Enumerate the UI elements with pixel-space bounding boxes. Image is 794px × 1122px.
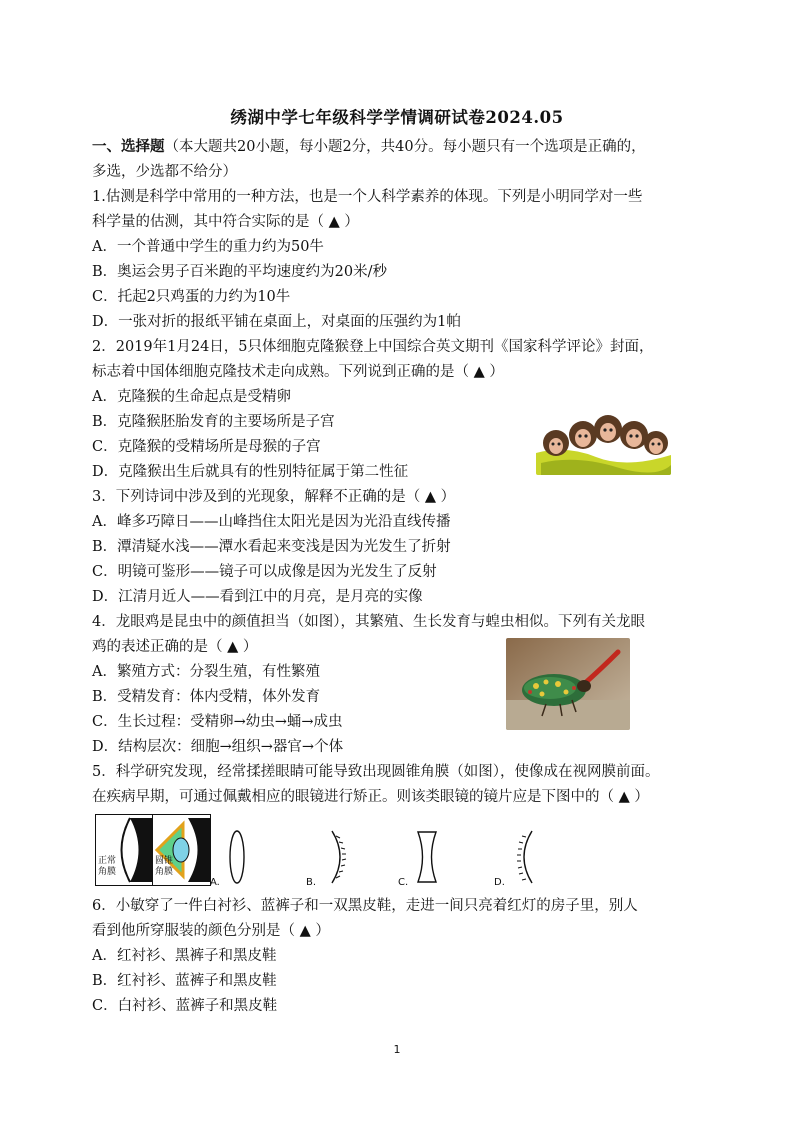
q2-stem-1: 2．2019年1月24日，5只体细胞克隆猴登上中国综合英文期刊《国家科学评论》封面， xyxy=(92,339,654,355)
concave-mirror-icon xyxy=(512,828,540,886)
q4-option-d: D．结构层次：细胞→组织→器官→个体 xyxy=(92,739,344,755)
q1-stem-2: 科学量的估测，其中符合实际的是（ ▲ ） xyxy=(92,214,359,230)
cloned-monkeys-image xyxy=(536,405,671,475)
q2-option-b: B．克隆猴胚胎发育的主要场所是子宫 xyxy=(92,414,335,430)
q4-option-c: C．生长过程：受精卵→幼虫→蛹→成虫 xyxy=(92,714,343,730)
section-instruction: （本大题共20小题，每小题2分，共40分。每小题只有一个选项是正确的， xyxy=(164,139,646,155)
q5-stem-1: 5．科学研究发现，经常揉搓眼睛可能导致出现圆锥角膜（如图），使像成在视网膜前面。 xyxy=(92,764,660,780)
q4-option-b: B．受精发育：体内受精，体外发育 xyxy=(92,689,321,705)
convex-mirror-icon xyxy=(322,828,350,886)
q6-stem-1: 6．小敏穿了一件白衬衫、蓝裤子和一双黑皮鞋，走进一间只亮着红灯的房子里，别人 xyxy=(92,898,638,914)
concave-lens-icon xyxy=(414,828,440,886)
q5-stem-2: 在疾病早期，可通过佩戴相应的眼镜进行矫正。则该类眼镜的镜片应是下图中的（ ▲ ） xyxy=(92,789,649,805)
q6-option-c: C．白衬衫、蓝裤子和黑皮鞋 xyxy=(92,998,278,1014)
q3-option-a: A．峰多巧障日——山峰挡住太阳光是因为光沿直线传播 xyxy=(92,514,451,530)
cornea-comparison-figure xyxy=(95,814,211,886)
page-number: 1 xyxy=(393,1043,401,1056)
q6-stem-2: 看到他所穿服装的颜色分别是（ ▲ ） xyxy=(92,923,330,939)
q2-option-c: C．克隆猴的受精场所是母猴的子宫 xyxy=(92,439,321,455)
q1-option-a: A．一个普通中学生的重力约为50牛 xyxy=(92,239,324,255)
q2-stem-2: 标志着中国体细胞克隆技术走向成熟。下列说到正确的是（ ▲ ） xyxy=(92,364,504,380)
section-heading: 一、选择题 xyxy=(92,138,165,155)
q2-option-d: D．克隆猴出生后就具有的性别特征属于第二性征 xyxy=(92,464,409,480)
section-heading-line xyxy=(92,136,646,158)
q6-option-b: B．红衬衫、蓝裤子和黑皮鞋 xyxy=(92,973,277,989)
q4-option-a: A．繁殖方式：分裂生殖，有性繁殖 xyxy=(92,664,320,680)
q1-option-c: C．托起2只鸡蛋的力约为10牛 xyxy=(92,289,291,305)
q6-option-a: A．红衬衫、黑裤子和黑皮鞋 xyxy=(92,948,277,964)
q3-option-c: C．明镜可鉴形——镜子可以成像是因为光发生了反射 xyxy=(92,564,437,580)
exam-title: 绣湖中学七年级科学学情调研试卷2024.05 xyxy=(230,108,564,127)
q1-option-b: B．奥运会男子百米跑的平均速度约为20米/秒 xyxy=(92,264,387,280)
q4-stem-2: 鸡的表述正确的是（ ▲ ） xyxy=(92,639,258,655)
lanternfly-image xyxy=(506,638,630,730)
q2-option-a: A．克隆猴的生命起点是受精卵 xyxy=(92,389,291,405)
lens-option-d-label: D. xyxy=(494,877,505,888)
q1-option-d: D．一张对折的报纸平铺在桌面上，对桌面的压强约为1帕 xyxy=(92,314,461,330)
q3-option-b: B．潭清疑水浅——潭水看起来变浅是因为光发生了折射 xyxy=(92,539,451,555)
q4-stem-1: 4．龙眼鸡是昆虫中的颜值担当（如图），其繁殖、生长发育与蝗虫相似。下列有关龙眼 xyxy=(92,614,645,630)
q1-stem-1: 1.估测是科学中常用的一种方法，也是一个人科学素养的体现。下列是小明同学对一些 xyxy=(92,189,643,205)
lens-option-b-label: B. xyxy=(306,877,317,888)
q3-stem-1: 3．下列诗词中涉及到的光现象，解释不正确的是（ ▲ ） xyxy=(92,489,456,505)
keratoconus-label: 圆锥角膜 xyxy=(155,856,174,877)
lens-option-a-label: A. xyxy=(210,877,220,888)
section-instruction-cont: 多选，少选都不给分） xyxy=(92,164,237,180)
lens-option-c-label: C. xyxy=(398,877,409,888)
q3-option-d: D．江清月近人——看到江中的月亮，是月亮的实像 xyxy=(92,589,423,605)
normal-cornea-label: 正常角膜 xyxy=(98,856,117,877)
convex-lens-icon xyxy=(225,828,249,886)
